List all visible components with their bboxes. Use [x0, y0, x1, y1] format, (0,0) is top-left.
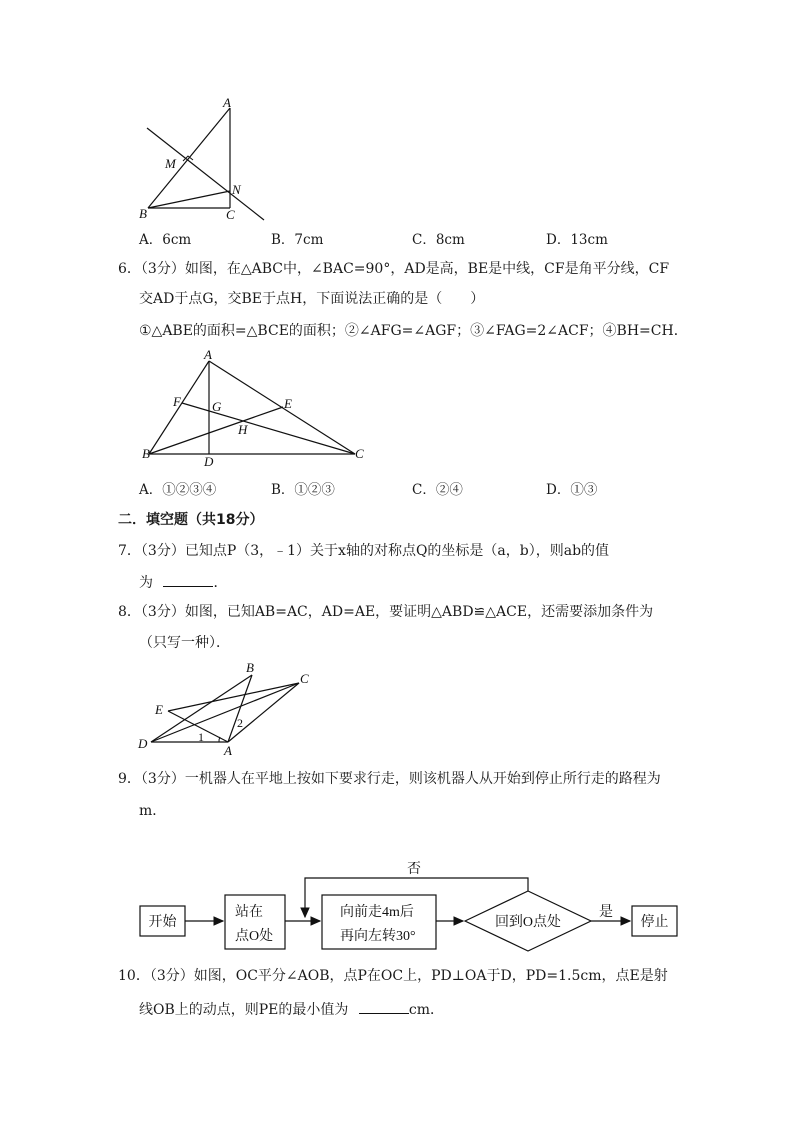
q6-line-cf	[182, 403, 355, 454]
flow-yes-label: 是	[599, 905, 613, 920]
q6-label-d: D	[204, 454, 214, 469]
q6-option-b[interactable]: B．①②③	[271, 482, 335, 498]
flow-no-label: 否	[407, 862, 421, 877]
flow-stand-text-1: 站在	[235, 905, 263, 920]
q5-option-d[interactable]: D．13cm	[546, 232, 608, 248]
q5-label-b: B	[139, 206, 147, 221]
q9-question-line2: m．	[139, 803, 167, 819]
q8-label-e: E	[155, 702, 163, 717]
q8-label-d: D	[138, 736, 148, 751]
q6-label-g: G	[212, 399, 222, 414]
q10-line2-suffix: cm．	[408, 1002, 444, 1018]
q6-figure	[135, 345, 375, 470]
q5-option-b[interactable]: B．7cm	[271, 232, 324, 248]
q8-label-angle-1: 1	[198, 730, 204, 744]
q8-question-line1: 8．（3分）如图，已知AB=AC，AD=AE，要证明△ABD≌△ACE，还需要添加条件为	[118, 604, 654, 620]
flow-walk-text-1: 向前走4m后	[340, 905, 414, 920]
q5-line-mn	[147, 128, 264, 220]
q6-option-d[interactable]: D．①③	[546, 482, 598, 498]
q6-label-b: B	[142, 446, 150, 461]
q7-question-line1: 7．（3分）已知点P（3，﹣1）关于x轴的对称点Q的坐标是（a，b），则ab的值	[118, 543, 610, 559]
q5-option-a[interactable]: A．6cm	[139, 232, 192, 248]
q5-figure	[130, 92, 280, 224]
q6-option-a[interactable]: A．①②③④	[139, 482, 217, 498]
q5-label-m: M	[165, 156, 176, 171]
flow-stop-text: 停止	[640, 915, 669, 930]
q10-question-line2	[139, 999, 444, 1019]
q6-label-e: E	[284, 396, 292, 411]
q7-answer-blank[interactable]	[163, 572, 213, 587]
q6-label-h: H	[238, 422, 248, 437]
flow-stand-text-2: 点O处	[235, 929, 274, 944]
section-title-fill-in: 二．填空题（共18分）	[118, 512, 264, 528]
q6-statements: ①△ABE的面积=△BCE的面积；②∠AFG=∠AGF；③∠FAG=2∠ACF；④BH=CH．	[139, 323, 688, 339]
q8-angle-1-arc	[219, 737, 220, 742]
flow-start-text: 开始	[148, 915, 177, 930]
q8-line-dc	[151, 683, 299, 742]
q8-question-line2: （只写一种）．	[139, 635, 230, 651]
q6-label-a: A	[204, 347, 212, 362]
flow-walk-text-2: 再向左转30°	[340, 929, 416, 944]
q5-label-c: C	[226, 207, 235, 222]
q6-label-f: F	[173, 394, 181, 409]
q8-label-a: A	[224, 743, 232, 758]
q8-label-c: C	[300, 671, 309, 686]
q5-label-n: N	[232, 182, 241, 197]
q6-label-c: C	[355, 446, 364, 461]
q8-figure	[135, 658, 320, 758]
q8-label-b: B	[246, 660, 254, 675]
q7-question-line2	[139, 572, 227, 592]
q10-question-line1: 10．（3分）如图，OC平分∠AOB，点P在OC上，PD⊥OA于D，PD=1.5cm，点E是射	[118, 968, 668, 984]
q9-flowchart	[130, 852, 690, 957]
q5-label-a: A	[223, 95, 231, 110]
flow-decision-text: 回到O点处	[494, 915, 562, 930]
q8-label-angle-2: 2	[237, 716, 243, 730]
q10-answer-blank[interactable]	[359, 999, 409, 1014]
q6-line-be	[149, 407, 283, 454]
q7-line2-suffix: ．	[213, 575, 228, 591]
q9-question-line1: 9．（3分）一机器人在平地上按如下要求行走，则该机器人从开始到停止所行走的路程为	[118, 771, 661, 787]
q6-question-line2: 交AD于点G，交BE于点H，下面说法正确的是（ ）	[139, 291, 485, 307]
q7-line2-prefix: 为	[139, 575, 153, 591]
q10-line2-prefix: 线OB上的动点，则PE的最小值为	[139, 1002, 349, 1018]
q6-question-line1: 6．（3分）如图，在△ABC中，∠BAC=90°，AD是高，BE是中线，CF是角平分线，CF	[118, 261, 670, 277]
q5-option-c[interactable]: C．8cm	[412, 232, 465, 248]
q6-option-c[interactable]: C．②④	[412, 482, 463, 498]
